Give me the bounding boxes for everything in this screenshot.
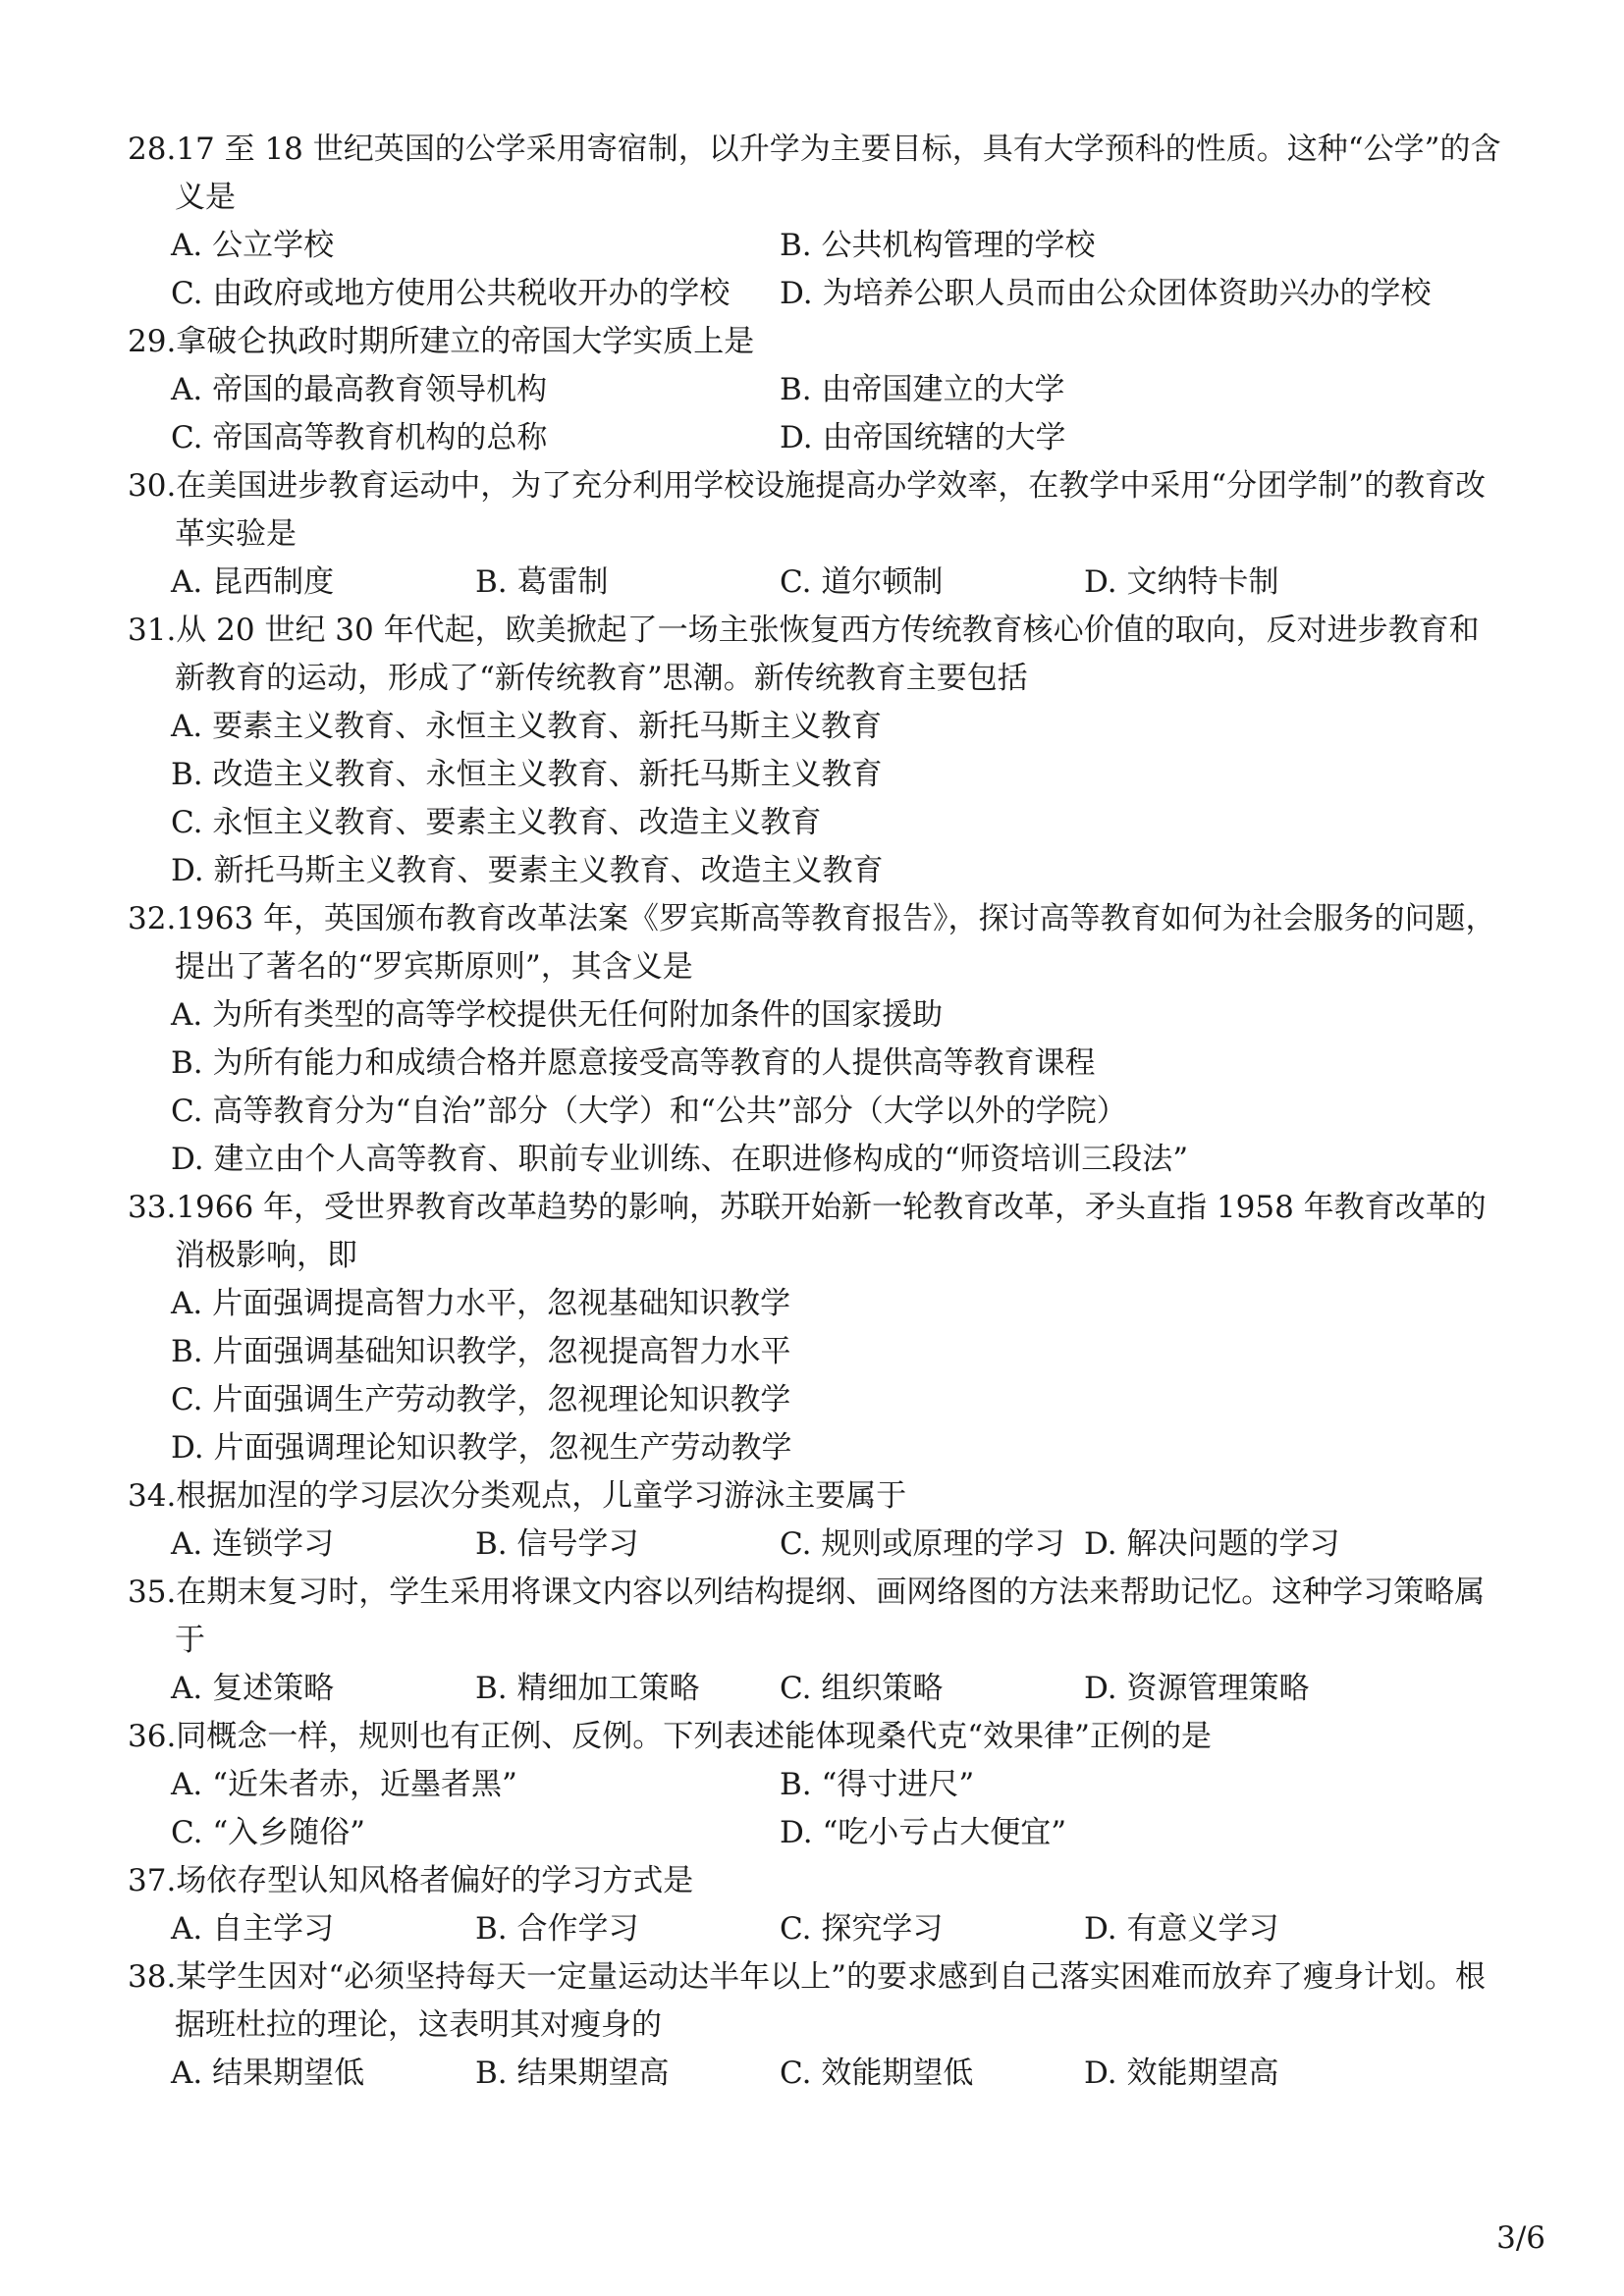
option-c: C. 片面强调生产劳动教学，忽视理论知识教学 <box>171 1382 791 1417</box>
option-c: C. 探究学习 <box>780 1911 944 1947</box>
question-stem: 31.从 20 世纪 30 年代起，欧美掀起了一场主张恢复西方传统教育核心价值的取向，反对进步教育和新教育的运动，形成了“新传统教育”思潮。新传统教育主要包括 <box>128 613 1480 696</box>
option-c: C. 组织策略 <box>780 1671 944 1706</box>
question-31 <box>128 607 1502 895</box>
option-d: D. 有意义学习 <box>1084 1911 1279 1947</box>
option-b: B. 公共机构管理的学校 <box>780 228 1096 263</box>
question-37 <box>128 1857 1502 1953</box>
option-c: C. “入乡随俗” <box>171 1815 366 1850</box>
question-33 <box>128 1184 1502 1472</box>
option-d: D. 资源管理策略 <box>1084 1671 1310 1706</box>
option-b: B. 由帝国建立的大学 <box>780 372 1065 407</box>
option-c: C. 由政府或地方使用公共税收开办的学校 <box>171 276 731 311</box>
option-d: D. 为培养公职人员而由公众团体资助兴办的学校 <box>780 276 1432 311</box>
option-c: C. 道尔顿制 <box>780 564 944 600</box>
options <box>128 991 1502 1184</box>
option-d: D. 由帝国统辖的大学 <box>780 420 1066 455</box>
question-stem: 37.场依存型认知风格者偏好的学习方式是 <box>128 1863 694 1898</box>
option-d: D. 新托马斯主义教育、要素主义教育、改造主义教育 <box>171 853 884 888</box>
options <box>128 703 1502 895</box>
option-a: A. 结果期望低 <box>171 2056 365 2091</box>
option-b: B. 改造主义教育、永恒主义教育、新托马斯主义教育 <box>171 757 883 792</box>
options <box>128 222 1502 318</box>
option-d: D. “吃小亏占大便宜” <box>780 1815 1067 1850</box>
option-c: C. 效能期望低 <box>780 2056 974 2091</box>
options <box>128 1761 1502 1857</box>
option-b: B. 合作学习 <box>475 1911 639 1947</box>
option-a: A. 连锁学习 <box>171 1526 335 1562</box>
question-36 <box>128 1713 1502 1857</box>
option-a: A. 要素主义教育、永恒主义教育、新托马斯主义教育 <box>171 709 883 744</box>
question-28 <box>128 126 1502 318</box>
option-a: A. 复述策略 <box>171 1671 335 1706</box>
option-d: D. 片面强调理论知识教学，忽视生产劳动教学 <box>171 1430 792 1466</box>
page-number: 3/6 <box>1496 2220 1545 2256</box>
option-d: D. 效能期望高 <box>1084 2056 1279 2091</box>
option-c: C. 永恒主义教育、要素主义教育、改造主义教育 <box>171 805 822 840</box>
option-a: A. 为所有类型的高等学校提供无任何附加条件的国家援助 <box>171 997 944 1033</box>
option-b: B. 为所有能力和成绩合格并愿意接受高等教育的人提供高等教育课程 <box>171 1045 1096 1081</box>
question-38 <box>128 1953 1502 2098</box>
option-a: A. 片面强调提高智力水平，忽视基础知识教学 <box>171 1286 791 1321</box>
options <box>128 559 1502 607</box>
question-35 <box>128 1569 1502 1713</box>
options <box>128 366 1502 462</box>
option-a: A. 自主学习 <box>171 1911 335 1947</box>
question-stem: 29.拿破仑执政时期所建立的帝国大学实质上是 <box>128 324 755 359</box>
option-c: C. 帝国高等教育机构的总称 <box>171 420 548 455</box>
option-d: D. 文纳特卡制 <box>1084 564 1279 600</box>
option-b: B. 结果期望高 <box>475 2056 670 2091</box>
options <box>128 1280 1502 1472</box>
option-d: D. 建立由个人高等教育、职前专业训练、在职进修构成的“师资培训三段法” <box>171 1142 1189 1177</box>
options <box>128 2050 1502 2098</box>
question-stem: 32.1963 年，英国颁布教育改革法案《罗宾斯高等教育报告》，探讨高等教育如何为社会服务的问题，提出了著名的“罗宾斯原则”，其含义是 <box>128 901 1496 985</box>
option-d: D. 解决问题的学习 <box>1084 1526 1340 1562</box>
option-a: A. 帝国的最高教育领导机构 <box>171 372 548 407</box>
question-stem: 36.同概念一样，规则也有正例、反例。下列表述能体现桑代克“效果律”正例的是 <box>128 1719 1212 1754</box>
question-29 <box>128 318 1502 462</box>
question-stem: 28.17 至 18 世纪英国的公学采用寄宿制，以升学为主要目标，具有大学预科的性质。这种“公学”的含义是 <box>128 132 1501 215</box>
option-b: B. 精细加工策略 <box>475 1671 700 1706</box>
question-stem: 34.根据加涅的学习层次分类观点，儿童学习游泳主要属于 <box>128 1478 907 1514</box>
options <box>128 1905 1502 1953</box>
option-a: A. “近朱者赤，近墨者黑” <box>171 1767 517 1802</box>
option-b: B. 葛雷制 <box>475 564 609 600</box>
question-stem: 33.1966 年，受世界教育改革趋势的影响，苏联开始新一轮教育改革，矛头直指 1958 年教育改革的消极影响，即 <box>128 1190 1487 1273</box>
option-a: A. 昆西制度 <box>171 564 335 600</box>
question-30 <box>128 462 1502 607</box>
options <box>128 1665 1502 1713</box>
option-b: B. 片面强调基础知识教学，忽视提高智力水平 <box>171 1334 791 1369</box>
option-a: A. 公立学校 <box>171 228 335 263</box>
question-stem: 30.在美国进步教育运动中，为了充分利用学校设施提高办学效率，在教学中采用“分团学制”的教育改革实验是 <box>128 468 1486 552</box>
option-c: C. 高等教育分为“自治”部分（大学）和“公共”部分（大学以外的学院） <box>171 1094 1127 1129</box>
question-32 <box>128 895 1502 1184</box>
question-34 <box>128 1472 1502 1569</box>
option-b: B. 信号学习 <box>475 1526 639 1562</box>
options <box>128 1521 1502 1569</box>
question-stem: 35.在期末复习时，学生采用将课文内容以列结构提纲、画网络图的方法来帮助记忆。这种学习策略属于 <box>128 1575 1486 1658</box>
question-stem: 38.某学生因对“必须坚持每天一定量运动达半年以上”的要求感到自己落实困难而放弃了瘦身计划。根据班杜拉的理论，这表明其对瘦身的 <box>128 1959 1486 2043</box>
option-c: C. 规则或原理的学习 <box>780 1526 1065 1562</box>
option-b: B. “得寸进尺” <box>780 1767 975 1802</box>
